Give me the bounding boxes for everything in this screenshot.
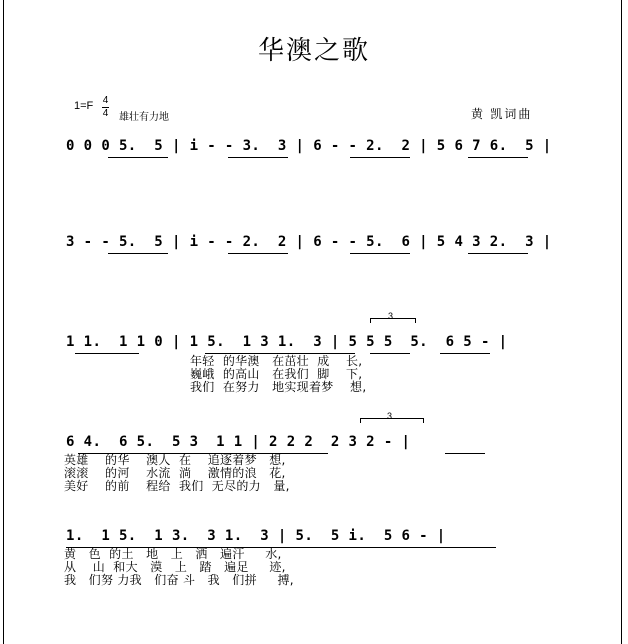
beam-underline [228, 157, 288, 158]
lyric-line3-verse2: 巍峨 的高山 在我们 脚 下, [190, 367, 363, 381]
lyric-line5-verse3: 我 们努 力我 们奋 斗 我 们拼 搏, [64, 573, 294, 587]
song-title: 华澳之歌 [257, 36, 370, 66]
time-signature [102, 96, 109, 119]
key-signature: 1=F [74, 100, 94, 112]
notation-text: 3 - - 5. 5 | i - - 2. 2 | 6 - - 5. 6 | 5 4 3 2. 3 | [66, 234, 552, 250]
notation-text: 1 1. 1 1 0 | 1 5. 1 3 1. 3 | 5 5 5 5. 6 5 - | [66, 334, 508, 350]
triplet-number: 3 [388, 311, 394, 321]
composer-credit: 黄 凯词曲 [471, 107, 533, 121]
notation-text: 1. 1 5. 1 3. 3 1. 3 | 5. 5 i. 5 6 - | [66, 528, 446, 544]
lyric-line4-verse3: 美好 的前 程给 我们 无尽的力 量, [64, 479, 290, 493]
beam-underline [108, 253, 168, 254]
lyric-line3-verse1: 年轻 的华澳 在茁壮 成 长, [190, 354, 363, 368]
lyric-line5-verse1: 黄 色 的土 地 上 洒 遍汗 水, [64, 547, 282, 561]
notation-text: 6 4. 6 5. 5 3 1 1 | 2 2 2 2 3 2 - | [66, 434, 411, 450]
beam-underline [370, 353, 410, 354]
beam-underline [75, 353, 139, 354]
beam-underline [440, 353, 490, 354]
notation-line-2 [0, 234, 628, 264]
lyric-line5-verse2: 从 山 和大 漠 上 踏 遍足 迹, [64, 560, 286, 574]
beam-underline [350, 253, 410, 254]
beam-underline [468, 157, 528, 158]
lyric-line4-verse2: 滚滚 的河 水流 淌 激情的浪 花, [64, 466, 286, 480]
beam-underline [350, 157, 410, 158]
notation-line-1 [0, 138, 628, 168]
triplet-number: 3 [387, 411, 393, 421]
lyric-line3-verse3: 我们 在努力 地实现着梦 想, [190, 380, 367, 394]
meter-top: 4 [102, 95, 109, 106]
notation-text: 0 0 0 5. 5 | i - - 3. 3 | 6 - - 2. 2 | 5 6 7 6. 5 | [66, 138, 552, 154]
meter-bottom: 4 [102, 108, 109, 119]
beam-underline [356, 547, 496, 548]
beam-underline [228, 253, 288, 254]
beam-underline [468, 253, 528, 254]
lyric-line4-verse1: 英雄 的华 澳人 在 追逐着梦 想, [64, 453, 286, 467]
expression-mark: 雄壮有力地 [119, 112, 169, 123]
beam-underline [445, 453, 485, 454]
beam-underline [108, 157, 168, 158]
